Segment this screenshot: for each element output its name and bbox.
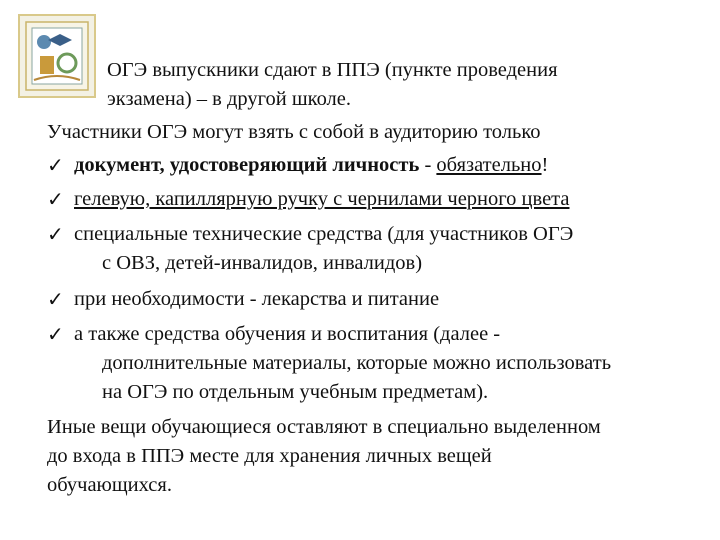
- checkmark-icon: ✓: [47, 187, 64, 211]
- checkmark-icon: ✓: [47, 287, 64, 311]
- checkmark-icon: ✓: [47, 322, 64, 346]
- list-item-technical-line-2: с ОВЗ, детей-инвалидов, инвалидов): [102, 252, 423, 274]
- outro-line-3: обучающихся.: [47, 474, 172, 496]
- checkmark-icon: ✓: [47, 222, 64, 246]
- participants-line: Участники ОГЭ могут взять с собой в аудиторию только: [47, 121, 541, 143]
- exclamation: !: [541, 154, 549, 176]
- checkmark-icon: ✓: [47, 153, 64, 177]
- emblem-icon: [20, 16, 94, 96]
- required-word: обязательно: [436, 154, 542, 176]
- list-item-materials-line-3: на ОГЭ по отдельным учебным предметам).: [102, 381, 489, 403]
- intro-line-1: ОГЭ выпускники сдают в ППЭ (пункте проведения: [107, 59, 558, 81]
- list-item-pen: гелевую, капиллярную ручку с чернилами черного цвета: [74, 188, 570, 210]
- list-item-technical-line-1: специальные технические средства (для участников ОГЭ: [74, 223, 574, 245]
- intro-line-2: экзамена) – в другой школе.: [107, 88, 351, 110]
- document-required-text: документ, удостоверяющий личность: [74, 154, 420, 176]
- list-item-materials-line-2: дополнительные материалы, которые можно использовать: [102, 352, 612, 374]
- list-item-materials-line-1: а также средства обучения и воспитания (далее -: [74, 323, 501, 345]
- school-emblem-logo: [18, 14, 96, 98]
- list-item-document: [74, 153, 548, 177]
- outro-line-2: до входа в ППЭ месте для хранения личных вещей: [47, 445, 492, 467]
- item-separator: -: [419, 154, 437, 176]
- list-item-medicine: при необходимости - лекарства и питание: [74, 288, 440, 310]
- outro-line-1: Иные вещи обучающиеся оставляют в специально выделенном: [47, 416, 601, 438]
